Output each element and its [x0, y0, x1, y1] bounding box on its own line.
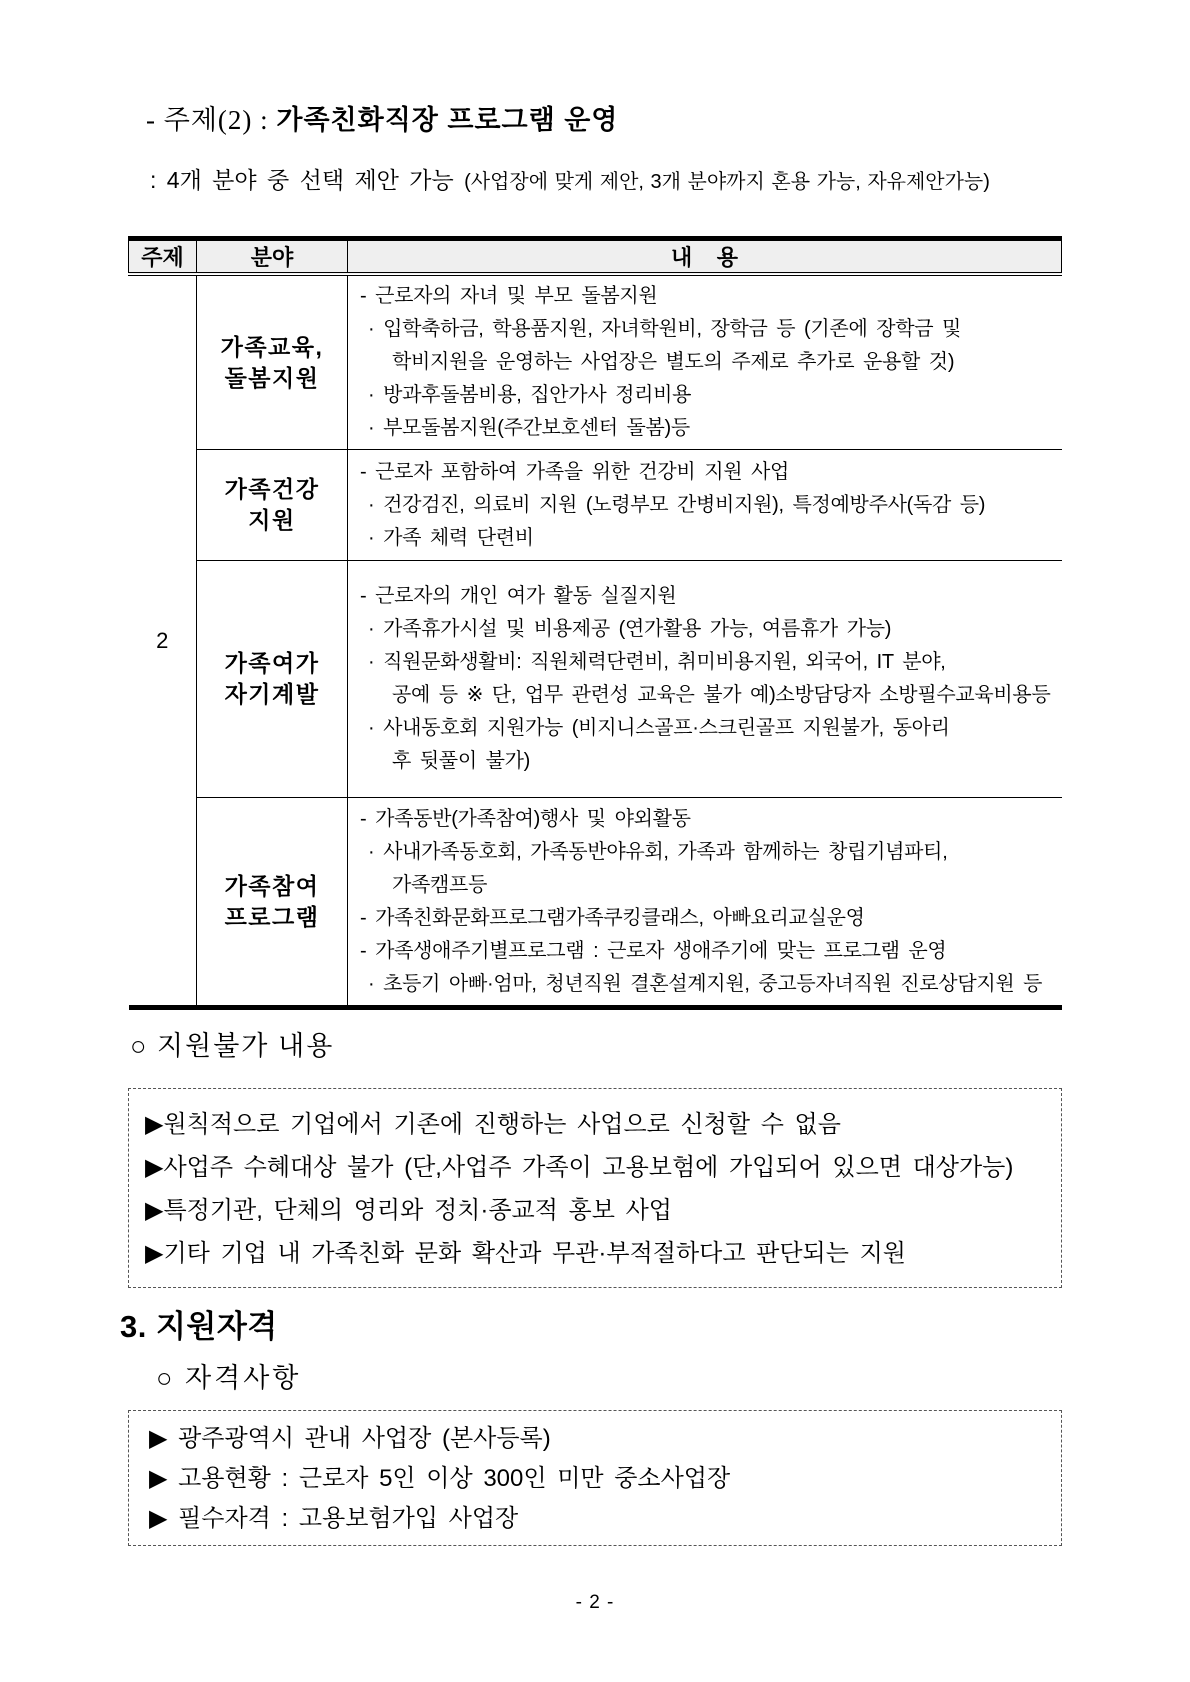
- table-content-line: · 직원문화생활비: 직원체력단련비, 취미비용지원, 외국어, IT 분야,: [368, 651, 946, 673]
- title-main: 가족친화직장 프로그램 운영: [276, 105, 619, 135]
- table-content-line: · 초등기 아빠·엄마, 청년직원 결혼설계지원, 중고등자녀직원 진로상담지원 등: [368, 972, 1043, 995]
- content-cell: [348, 450, 1062, 561]
- header-topic: 주제: [129, 239, 197, 275]
- table-content-line: · 가족 체력 단련비: [368, 526, 534, 549]
- page-subtitle: [150, 164, 1062, 200]
- table-row: [129, 798, 1062, 1008]
- qualification-section-heading: 3. 지원자격: [120, 1309, 278, 1344]
- category-cell: [197, 274, 348, 450]
- table-row: [129, 450, 1062, 561]
- program-table: [128, 236, 1062, 1010]
- category-cell: [197, 450, 348, 561]
- content-lines: [348, 576, 1062, 782]
- content-lines: [348, 452, 1062, 559]
- table-content-line: - 가족친화문화프로그램가족쿠킹클래스, 아빠요리교실운영: [360, 906, 865, 929]
- qualification-item: ▶ 광주광역시 관내 사업장 (본사등록): [149, 1425, 551, 1452]
- not-allowed-item: ▶기타 기업 내 가족친화 문화 확산과 무관·부적절하다고 판단되는 지원: [145, 1240, 906, 1267]
- table-content-line: - 근로자 포함하여 가족을 위한 건강비 지원 사업: [360, 460, 790, 483]
- table-content-line: - 가족동반(가족참여)행사 및 야외활동: [360, 807, 691, 830]
- table-content-line: 공예 등 ※ 단, 업무 관련성 교육은 불가 예)소방담당자 소방필수교육비용등: [392, 684, 1051, 706]
- table-content-line: · 건강검진, 의료비 지원 (노령부모 간병비지원), 특정예방주사(독감 등): [368, 493, 986, 516]
- content-lines: [348, 799, 1062, 1005]
- category-label: 가족참여: [224, 872, 320, 899]
- not-allowed-heading: ○ 지원불가 내용: [130, 1031, 335, 1061]
- qualification-sub-heading: ○ 자격사항: [156, 1363, 302, 1393]
- table-content-line: · 방과후돌봄비용, 집안가사 정리비용: [368, 384, 692, 406]
- qualification-box: [128, 1410, 1062, 1546]
- header-content: 내 용: [348, 239, 1062, 275]
- table-header-row: [129, 239, 1062, 275]
- not-allowed-item: ▶사업주 수혜대상 불가 (단,사업주 가족이 고용보험에 가입되어 있으면 대상가능): [145, 1154, 1014, 1181]
- page-title: [146, 100, 1062, 140]
- subtitle-main: : 4개 분야 중 선택 제안 가능: [150, 167, 465, 193]
- table-content-line: - 근로자의 자녀 및 부모 돌봄지원: [360, 285, 658, 307]
- category-label: 프로그램: [224, 903, 320, 930]
- content-cell: [348, 798, 1062, 1008]
- table-content-line: · 사내가족동호회, 가족동반야유회, 가족과 함께하는 창립기념파티,: [368, 840, 948, 863]
- content-lines: [348, 276, 1062, 449]
- table-content-line: 가족캠프등: [392, 873, 488, 896]
- table-content-line: - 가족생애주기별프로그램 : 근로자 생애주기에 맞는 프로그램 운영: [360, 939, 947, 962]
- qualification-item: ▶ 필수자격 : 고용보험가입 사업장: [149, 1505, 519, 1532]
- table-content-line: · 입학축하금, 학용품지원, 자녀학원비, 장학금 등 (기존에 장학금 및: [368, 318, 962, 340]
- category-label: 가족건강: [224, 476, 320, 502]
- title-prefix: - 주제(2) :: [146, 105, 277, 135]
- not-allowed-item: ▶원칙적으로 기업에서 기존에 진행하는 사업으로 신청할 수 없음: [145, 1111, 841, 1138]
- content-cell: [348, 561, 1062, 798]
- subtitle-paren: (사업장에 맞게 제안, 3개 분야까지 혼용 가능, 자유제안가능): [464, 171, 990, 193]
- header-category: 분야: [197, 239, 348, 275]
- table-row: [129, 274, 1062, 450]
- table-content-line: · 가족휴가시설 및 비용제공 (연가활용 가능, 여름휴가 가능): [368, 618, 892, 640]
- qualification-item: ▶ 고용현황 : 근로자 5인 이상 300인 미만 중소사업장: [149, 1465, 731, 1492]
- table-content-line: · 사내동호회 지원가능 (비지니스골프·스크린골프 지원불가, 동아리: [368, 717, 950, 739]
- table-row: [129, 561, 1062, 798]
- category-label: 가족여가: [224, 650, 320, 676]
- table-content-line: 학비지원을 운영하는 사업장은 별도의 주제로 추가로 운용할 것): [392, 351, 955, 373]
- not-allowed-box: [128, 1088, 1062, 1288]
- category-label: 돌봄지원: [224, 364, 320, 391]
- content-cell: [348, 274, 1062, 450]
- table-content-line: 후 뒷풀이 불가): [392, 750, 530, 772]
- category-label: 지원: [248, 507, 296, 533]
- not-allowed-item: ▶특정기관, 단체의 영리와 정치·종교적 홍보 사업: [145, 1197, 672, 1224]
- category-cell: [197, 561, 348, 798]
- page-number: - 2 -: [575, 1592, 615, 1613]
- topic-number-cell: 2: [129, 274, 197, 1008]
- category-label: 가족교육,: [220, 333, 324, 360]
- category-label: 자기계발: [224, 681, 320, 707]
- category-cell: [197, 798, 348, 1008]
- table-content-line: · 부모돌봄지원(주간보호센터 돌봄)등: [368, 417, 690, 439]
- table-content-line: - 근로자의 개인 여가 활동 실질지원: [360, 585, 677, 607]
